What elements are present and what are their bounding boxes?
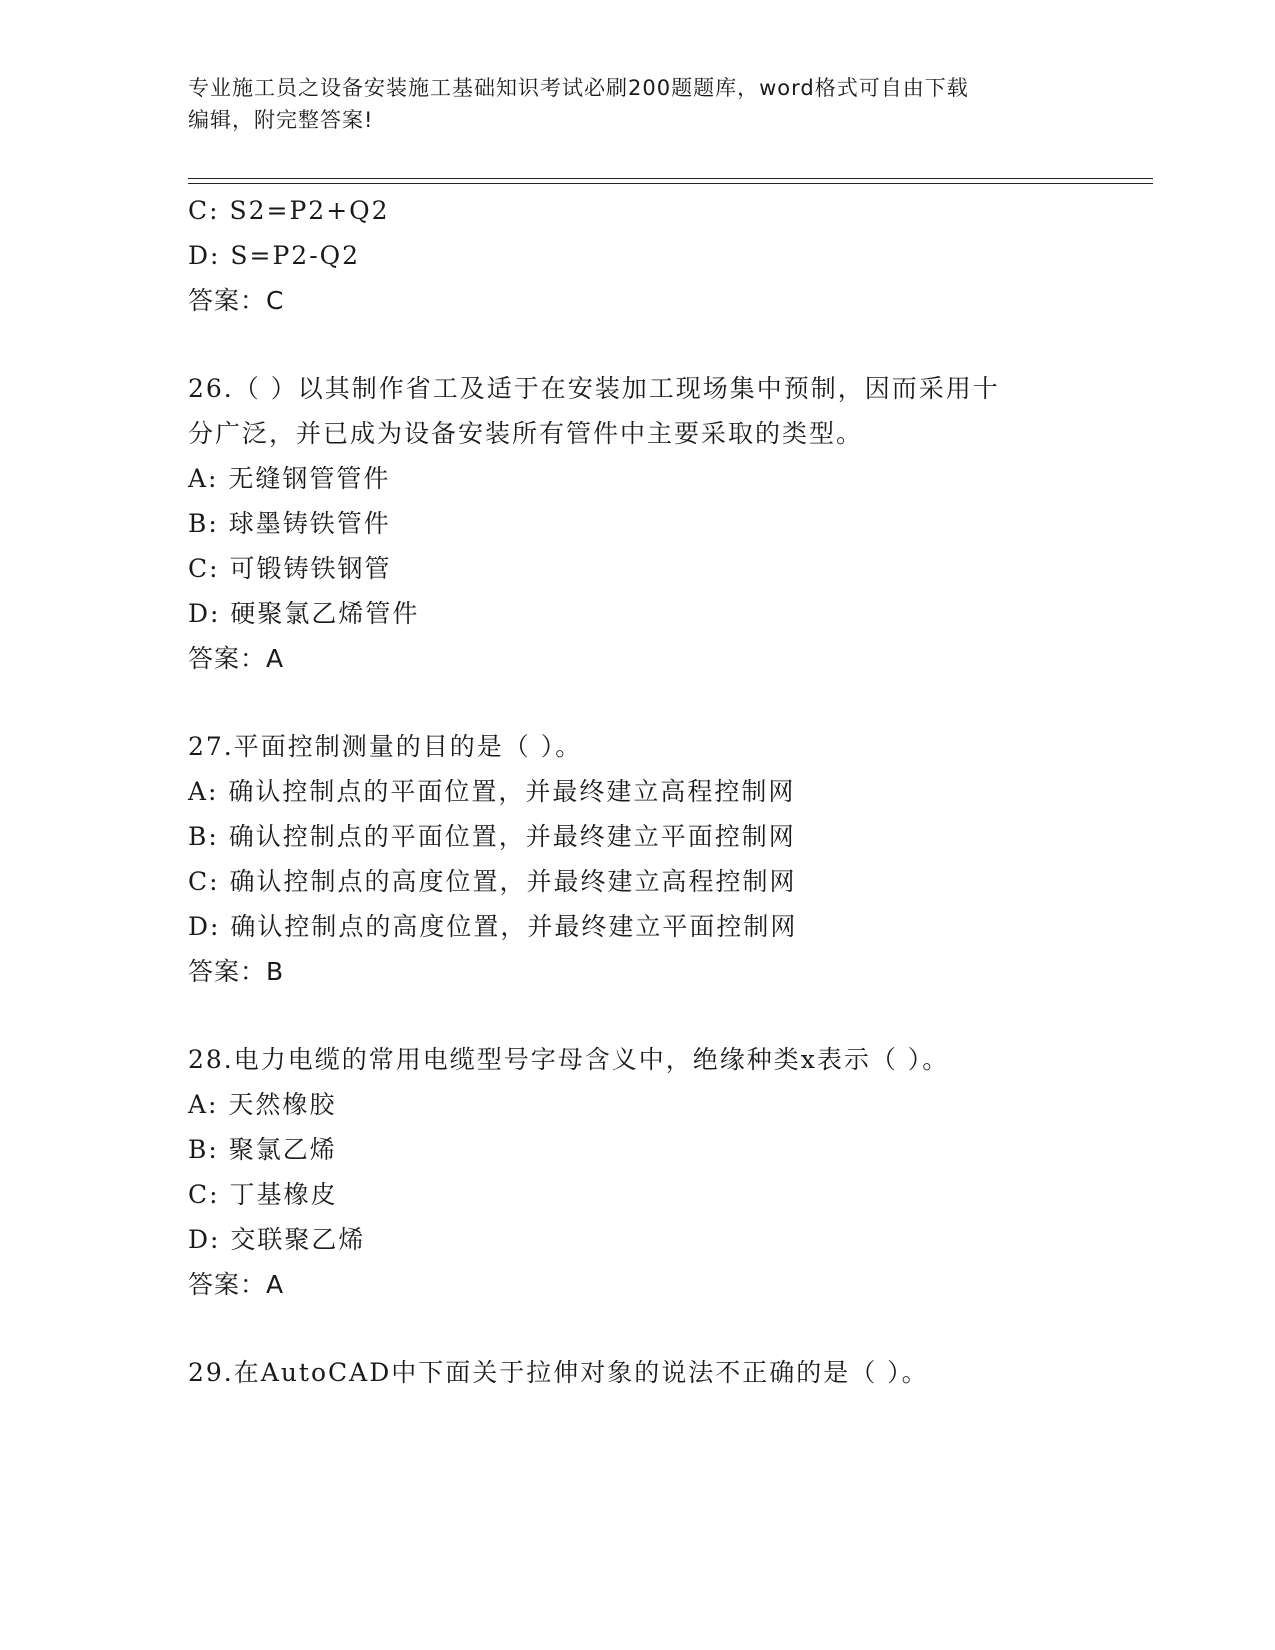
q26-option-d: D: 硬聚氯乙烯管件	[188, 599, 420, 628]
q27-option-d: D: 确认控制点的高度位置，并最终建立平面控制网	[188, 912, 798, 941]
q28-option-b: B: 聚氯乙烯	[188, 1135, 337, 1164]
q27-option-c: C: 确认控制点的高度位置，并最终建立高程控制网	[188, 867, 797, 896]
prev-option-d: D: S=P2-Q2	[188, 241, 361, 270]
q27-option-a: A: 确认控制点的平面位置，并最终建立高程控制网	[188, 777, 796, 806]
q28-option-c: C: 丁基橡皮	[188, 1180, 338, 1209]
q26-option-a: A: 无缝钢管管件	[188, 464, 391, 493]
q28-stem: 28.电力电缆的常用电缆型号字母含义中，绝缘种类x表示（ ）。	[188, 1045, 950, 1074]
q27-option-b: B: 确认控制点的平面位置，并最终建立平面控制网	[188, 822, 796, 851]
q26-stem-line-1: 26.（ ）以其制作省工及适于在安装加工现场集中预制，因而采用十	[188, 374, 1000, 403]
q26-answer: 答案：A	[188, 644, 285, 673]
q27-answer: 答案：B	[188, 957, 285, 986]
q28-answer: 答案：A	[188, 1270, 285, 1299]
q28-option-a: A: 天然橡胶	[188, 1090, 337, 1119]
header-divider-bottom	[188, 183, 1153, 184]
prev-option-c: C: S2=P2+Q2	[188, 196, 390, 225]
q26-stem-line-2: 分广泛，并已成为设备安装所有管件中主要采取的类型。	[188, 419, 864, 448]
header-divider-top	[188, 178, 1153, 179]
header-line-2: 编辑，附完整答案!	[188, 108, 374, 132]
header-line-1: 专业施工员之设备安装施工基础知识考试必刷200题题库，word格式可自由下载	[188, 76, 969, 100]
q27-stem: 27.平面控制测量的目的是（ ）。	[188, 732, 583, 761]
q26-option-b: B: 球墨铸铁管件	[188, 509, 391, 538]
prev-answer: 答案：C	[188, 286, 285, 315]
q29-stem: 29.在AutoCAD中下面关于拉伸对象的说法不正确的是（ ）。	[188, 1358, 929, 1387]
q28-option-d: D: 交联聚乙烯	[188, 1225, 366, 1254]
q26-option-c: C: 可锻铸铁钢管	[188, 554, 392, 583]
page-header	[188, 72, 1068, 136]
